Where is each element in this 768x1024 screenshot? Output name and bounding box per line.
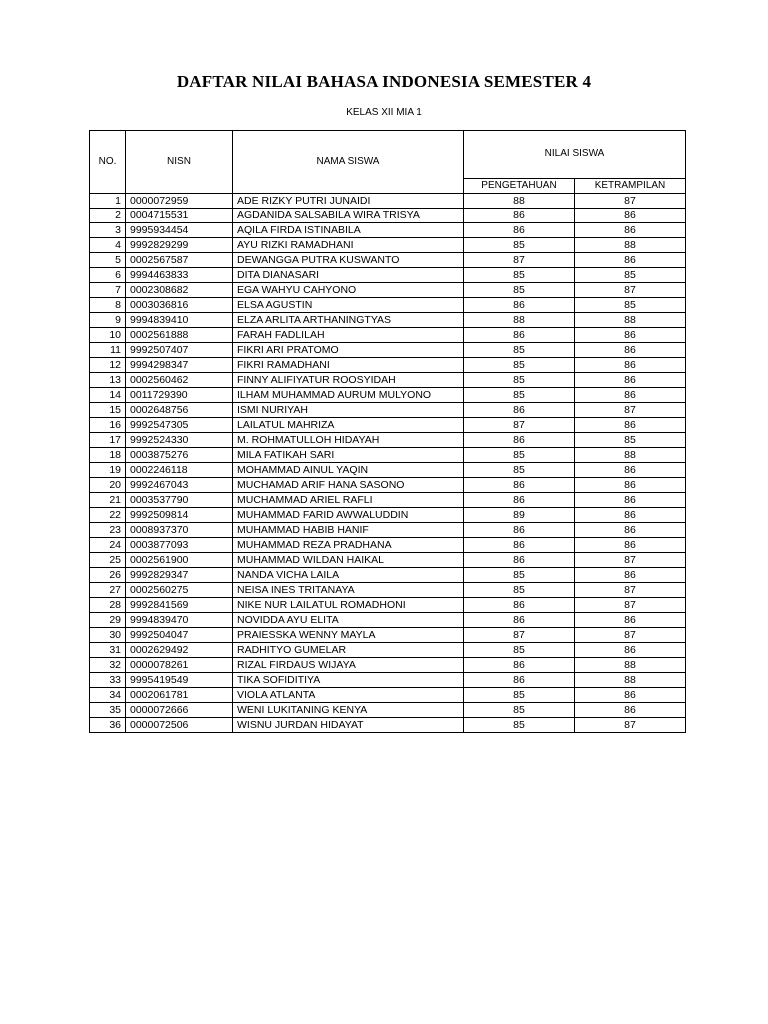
row-nisn: 9992504047 [126, 628, 233, 643]
table-row [90, 568, 686, 583]
row-number: 23 [90, 523, 126, 538]
row-student-name: FINNY ALIFIYATUR ROOSYIDAH [233, 373, 464, 388]
row-nisn: 9992547305 [126, 418, 233, 433]
row-nisn: 9994839410 [126, 313, 233, 328]
table-row [90, 223, 686, 238]
row-number: 35 [90, 703, 126, 718]
row-score-pengetahuan: 86 [464, 658, 575, 673]
table-row [90, 238, 686, 253]
row-score-pengetahuan: 86 [464, 478, 575, 493]
row-score-pengetahuan: 86 [464, 298, 575, 313]
table-row [90, 628, 686, 643]
row-number: 16 [90, 418, 126, 433]
row-number: 30 [90, 628, 126, 643]
row-number: 15 [90, 403, 126, 418]
row-nisn: 0000072666 [126, 703, 233, 718]
table-row [90, 328, 686, 343]
table-row [90, 658, 686, 673]
row-student-name: AQILA FIRDA ISTINABILA [233, 223, 464, 238]
row-number: 21 [90, 493, 126, 508]
row-score-ketrampilan: 86 [575, 538, 686, 553]
row-number: 11 [90, 343, 126, 358]
row-nisn: 9994463833 [126, 268, 233, 283]
row-score-pengetahuan: 87 [464, 418, 575, 433]
row-score-ketrampilan: 86 [575, 388, 686, 403]
row-score-pengetahuan: 86 [464, 673, 575, 688]
row-number: 25 [90, 553, 126, 568]
row-score-pengetahuan: 86 [464, 538, 575, 553]
row-score-ketrampilan: 86 [575, 568, 686, 583]
row-nisn: 0011729390 [126, 388, 233, 403]
row-score-pengetahuan: 88 [464, 194, 575, 209]
row-nisn: 0002567587 [126, 253, 233, 268]
table-row [90, 583, 686, 598]
row-nisn: 9992841569 [126, 598, 233, 613]
row-score-ketrampilan: 87 [575, 194, 686, 209]
row-score-pengetahuan: 85 [464, 568, 575, 583]
row-score-ketrampilan: 88 [575, 313, 686, 328]
row-student-name: FIKRI RAMADHANI [233, 358, 464, 373]
row-score-pengetahuan: 86 [464, 613, 575, 628]
row-nisn: 0003537790 [126, 493, 233, 508]
row-score-ketrampilan: 85 [575, 433, 686, 448]
row-score-ketrampilan: 86 [575, 613, 686, 628]
row-student-name: FARAH FADLILAH [233, 328, 464, 343]
row-score-pengetahuan: 86 [464, 209, 575, 223]
row-student-name: WISNU JURDAN HIDAYAT [233, 718, 464, 733]
row-score-ketrampilan: 86 [575, 688, 686, 703]
row-number: 4 [90, 238, 126, 253]
table-row [90, 688, 686, 703]
row-score-pengetahuan: 85 [464, 583, 575, 598]
row-number: 31 [90, 643, 126, 658]
row-student-name: AGDANIDA SALSABILA WIRA TRISYA [233, 209, 464, 223]
row-number: 22 [90, 508, 126, 523]
row-score-pengetahuan: 85 [464, 688, 575, 703]
row-nisn: 0002560462 [126, 373, 233, 388]
row-score-ketrampilan: 86 [575, 493, 686, 508]
row-score-ketrampilan: 88 [575, 658, 686, 673]
row-student-name: MOHAMMAD AINUL YAQIN [233, 463, 464, 478]
table-row [90, 313, 686, 328]
row-student-name: NANDA VICHA LAILA [233, 568, 464, 583]
row-score-pengetahuan: 85 [464, 238, 575, 253]
row-score-ketrampilan: 86 [575, 358, 686, 373]
row-student-name: RIZAL FIRDAUS WIJAYA [233, 658, 464, 673]
row-number: 3 [90, 223, 126, 238]
row-student-name: RADHITYO GUMELAR [233, 643, 464, 658]
table-row [90, 358, 686, 373]
row-score-ketrampilan: 86 [575, 418, 686, 433]
row-number: 6 [90, 268, 126, 283]
row-nisn: 0003877093 [126, 538, 233, 553]
table-row [90, 523, 686, 538]
table-row [90, 508, 686, 523]
header-nama: NAMA SISWA [233, 131, 464, 194]
row-score-pengetahuan: 85 [464, 343, 575, 358]
table-row [90, 718, 686, 733]
table-row [90, 268, 686, 283]
row-nisn: 0002308682 [126, 283, 233, 298]
table-row [90, 598, 686, 613]
row-number: 9 [90, 313, 126, 328]
table-row [90, 253, 686, 268]
row-score-ketrampilan: 88 [575, 448, 686, 463]
row-nisn: 9995934454 [126, 223, 233, 238]
row-score-pengetahuan: 85 [464, 703, 575, 718]
header-ketrampilan: KETRAMPILAN [575, 178, 686, 193]
row-score-ketrampilan: 86 [575, 253, 686, 268]
document-title: DAFTAR NILAI BAHASA INDONESIA SEMESTER 4 [176, 72, 592, 91]
row-number: 17 [90, 433, 126, 448]
table-row [90, 373, 686, 388]
row-nisn: 9992507407 [126, 343, 233, 358]
row-student-name: ELZA ARLITA ARTHANINGTYAS [233, 313, 464, 328]
row-score-pengetahuan: 85 [464, 643, 575, 658]
row-score-ketrampilan: 86 [575, 523, 686, 538]
row-number: 8 [90, 298, 126, 313]
row-score-ketrampilan: 86 [575, 328, 686, 343]
class-subtitle: KELAS XII MIA 1 [346, 107, 422, 118]
row-number: 29 [90, 613, 126, 628]
row-number: 26 [90, 568, 126, 583]
row-student-name: NEISA INES TRITANAYA [233, 583, 464, 598]
table-row [90, 673, 686, 688]
row-score-pengetahuan: 88 [464, 313, 575, 328]
row-number: 32 [90, 658, 126, 673]
row-student-name: DITA DIANASARI [233, 268, 464, 283]
table-row [90, 209, 686, 223]
row-nisn: 0002560275 [126, 583, 233, 598]
row-nisn: 0000072959 [126, 194, 233, 209]
row-student-name: NOVIDDA AYU ELITA [233, 613, 464, 628]
row-number: 19 [90, 463, 126, 478]
row-number: 7 [90, 283, 126, 298]
row-student-name: MUHAMMAD WILDAN HAIKAL [233, 553, 464, 568]
row-score-ketrampilan: 86 [575, 508, 686, 523]
row-number: 10 [90, 328, 126, 343]
row-score-ketrampilan: 86 [575, 703, 686, 718]
header-nilai-siswa: NILAI SISWA [464, 131, 686, 179]
row-nisn: 0004715531 [126, 209, 233, 223]
table-row [90, 703, 686, 718]
row-number: 28 [90, 598, 126, 613]
row-score-pengetahuan: 86 [464, 403, 575, 418]
table-row [90, 613, 686, 628]
row-number: 24 [90, 538, 126, 553]
row-nisn: 9992524330 [126, 433, 233, 448]
row-number: 1 [90, 194, 126, 209]
table-row [90, 418, 686, 433]
table-body [90, 194, 686, 733]
row-score-pengetahuan: 85 [464, 268, 575, 283]
row-number: 18 [90, 448, 126, 463]
row-score-pengetahuan: 85 [464, 718, 575, 733]
row-score-pengetahuan: 85 [464, 373, 575, 388]
row-score-ketrampilan: 86 [575, 373, 686, 388]
row-nisn: 0000078261 [126, 658, 233, 673]
row-nisn: 0003875276 [126, 448, 233, 463]
row-score-pengetahuan: 86 [464, 598, 575, 613]
row-nisn: 0002629492 [126, 643, 233, 658]
row-score-ketrampilan: 87 [575, 283, 686, 298]
row-student-name: ELSA AGUSTIN [233, 298, 464, 313]
table-row [90, 343, 686, 358]
header-nisn: NISN [126, 131, 233, 194]
row-score-pengetahuan: 86 [464, 553, 575, 568]
row-number: 36 [90, 718, 126, 733]
row-number: 20 [90, 478, 126, 493]
row-student-name: TIKA SOFIDITIYA [233, 673, 464, 688]
row-student-name: MUCHAMAD ARIF HANA SASONO [233, 478, 464, 493]
row-student-name: ISMI NURIYAH [233, 403, 464, 418]
row-nisn: 9994839470 [126, 613, 233, 628]
header-no: NO. [90, 131, 126, 194]
row-score-ketrampilan: 86 [575, 463, 686, 478]
row-score-ketrampilan: 86 [575, 643, 686, 658]
row-number: 27 [90, 583, 126, 598]
row-student-name: PRAIESSKA WENNY MAYLA [233, 628, 464, 643]
row-score-ketrampilan: 87 [575, 583, 686, 598]
row-number: 14 [90, 388, 126, 403]
row-score-ketrampilan: 86 [575, 209, 686, 223]
row-number: 12 [90, 358, 126, 373]
row-number: 13 [90, 373, 126, 388]
row-nisn: 0002648756 [126, 403, 233, 418]
row-score-ketrampilan: 88 [575, 238, 686, 253]
row-score-pengetahuan: 85 [464, 283, 575, 298]
row-student-name: MILA FATIKAH SARI [233, 448, 464, 463]
table-row [90, 553, 686, 568]
row-student-name: MUHAMMAD HABIB HANIF [233, 523, 464, 538]
table-row [90, 643, 686, 658]
row-nisn: 9992829347 [126, 568, 233, 583]
row-nisn: 0008937370 [126, 523, 233, 538]
row-nisn: 0003036816 [126, 298, 233, 313]
row-nisn: 9992829299 [126, 238, 233, 253]
row-score-ketrampilan: 87 [575, 403, 686, 418]
table-row [90, 388, 686, 403]
row-nisn: 9995419549 [126, 673, 233, 688]
row-score-ketrampilan: 86 [575, 223, 686, 238]
row-student-name: M. ROHMATULLOH HIDAYAH [233, 433, 464, 448]
row-score-ketrampilan: 88 [575, 673, 686, 688]
row-score-pengetahuan: 86 [464, 223, 575, 238]
table-row [90, 478, 686, 493]
row-score-pengetahuan: 86 [464, 433, 575, 448]
table-row [90, 194, 686, 209]
row-score-pengetahuan: 89 [464, 508, 575, 523]
row-student-name: AYU RIZKI RAMADHANI [233, 238, 464, 253]
row-student-name: EGA WAHYU CAHYONO [233, 283, 464, 298]
row-score-pengetahuan: 85 [464, 448, 575, 463]
table-row [90, 463, 686, 478]
row-score-pengetahuan: 85 [464, 463, 575, 478]
row-nisn: 0002246118 [126, 463, 233, 478]
row-score-pengetahuan: 86 [464, 328, 575, 343]
grades-table [89, 130, 686, 733]
row-nisn: 9992509814 [126, 508, 233, 523]
row-score-pengetahuan: 86 [464, 523, 575, 538]
row-student-name: LAILATUL MAHRIZA [233, 418, 464, 433]
row-number: 34 [90, 688, 126, 703]
table-row [90, 493, 686, 508]
row-score-ketrampilan: 87 [575, 553, 686, 568]
row-student-name: MUCHAMMAD ARIEL RAFLI [233, 493, 464, 508]
row-student-name: DEWANGGA PUTRA KUSWANTO [233, 253, 464, 268]
row-student-name: MUHAMMAD FARID AWWALUDDIN [233, 508, 464, 523]
row-number: 2 [90, 209, 126, 223]
table-row [90, 403, 686, 418]
row-student-name: ILHAM MUHAMMAD AURUM MULYONO [233, 388, 464, 403]
header-pengetahuan: PENGETAHUAN [464, 178, 575, 193]
row-score-ketrampilan: 87 [575, 598, 686, 613]
row-student-name: VIOLA ATLANTA [233, 688, 464, 703]
row-nisn: 0002561900 [126, 553, 233, 568]
row-student-name: ADE RIZKY PUTRI JUNAIDI [233, 194, 464, 209]
row-number: 33 [90, 673, 126, 688]
row-score-ketrampilan: 86 [575, 343, 686, 358]
row-student-name: FIKRI ARI PRATOMO [233, 343, 464, 358]
row-student-name: WENI LUKITANING KENYA [233, 703, 464, 718]
row-score-ketrampilan: 87 [575, 718, 686, 733]
row-nisn: 0002561888 [126, 328, 233, 343]
row-nisn: 9994298347 [126, 358, 233, 373]
table-row [90, 283, 686, 298]
row-score-pengetahuan: 86 [464, 493, 575, 508]
row-score-ketrampilan: 86 [575, 478, 686, 493]
row-nisn: 0002061781 [126, 688, 233, 703]
row-score-pengetahuan: 87 [464, 628, 575, 643]
table-row [90, 448, 686, 463]
row-score-pengetahuan: 85 [464, 388, 575, 403]
table-row [90, 298, 686, 313]
table-row [90, 433, 686, 448]
row-number: 5 [90, 253, 126, 268]
row-student-name: NIKE NUR LAILATUL ROMADHONI [233, 598, 464, 613]
table-row [90, 538, 686, 553]
row-score-ketrampilan: 87 [575, 628, 686, 643]
row-score-ketrampilan: 85 [575, 298, 686, 313]
row-nisn: 9992467043 [126, 478, 233, 493]
row-student-name: MUHAMMAD REZA PRADHANA [233, 538, 464, 553]
row-score-ketrampilan: 85 [575, 268, 686, 283]
row-score-pengetahuan: 87 [464, 253, 575, 268]
row-score-pengetahuan: 85 [464, 358, 575, 373]
row-nisn: 0000072506 [126, 718, 233, 733]
